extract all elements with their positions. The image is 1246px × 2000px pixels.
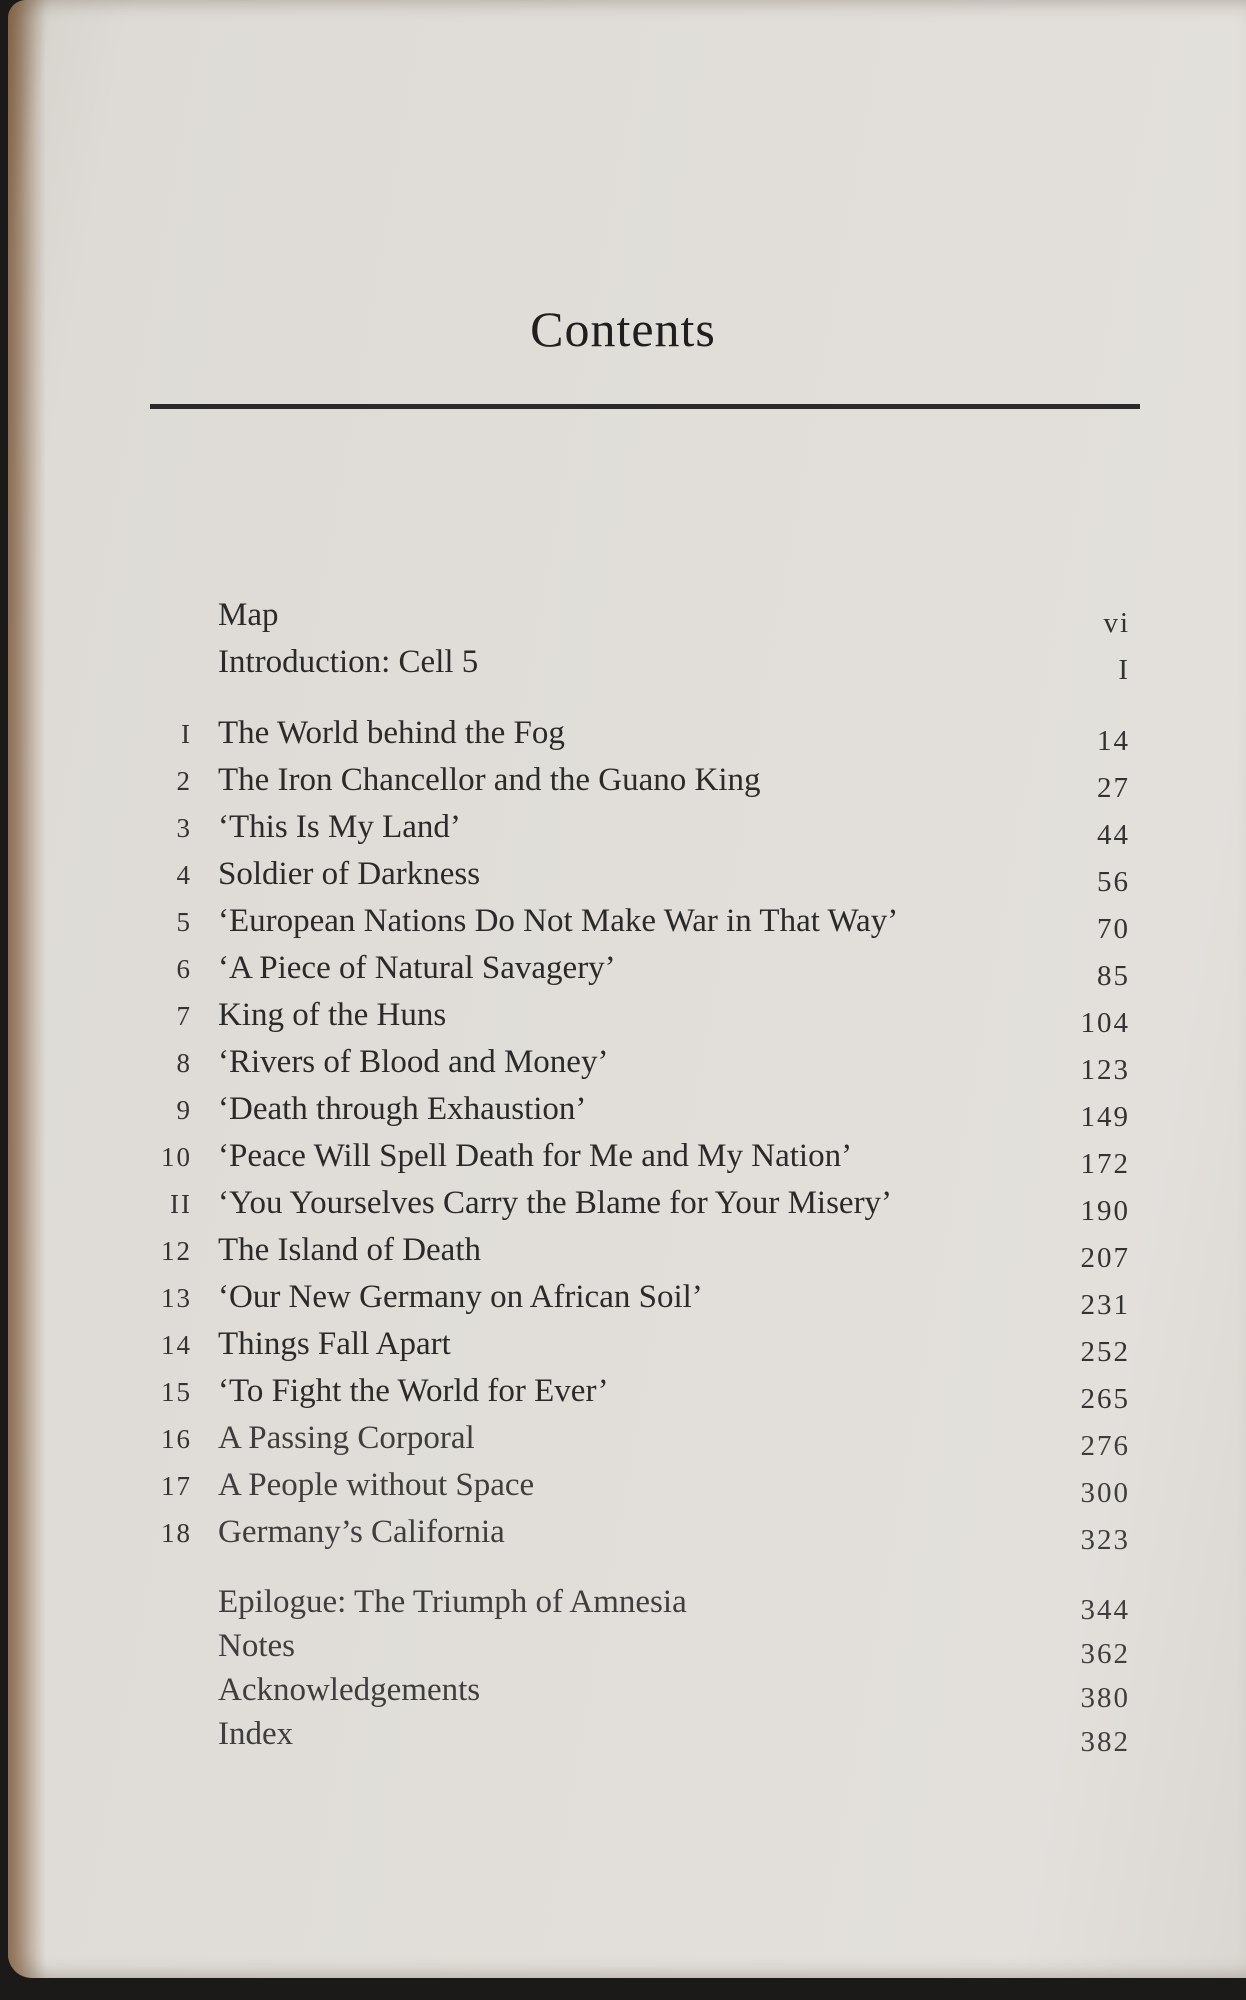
chapter-number: 3: [176, 813, 192, 843]
chapter-page: 207: [1080, 1242, 1130, 1274]
toc-chapter-row: [0, 1185, 1246, 1229]
toc-chapter-row: [0, 715, 1246, 759]
chapter-number: 13: [161, 1283, 192, 1313]
chapter-title: Germany’s California: [218, 1514, 505, 1550]
chapter-page: 44: [1097, 819, 1130, 851]
chapter-number: 8: [176, 1048, 192, 1078]
toc-entry-page: vi: [1103, 607, 1130, 639]
toc-entry-acknowledgements: [0, 1672, 1246, 1716]
chapter-page: 190: [1080, 1195, 1130, 1227]
chapter-number: 18: [161, 1518, 192, 1548]
chapter-page: 265: [1080, 1383, 1130, 1415]
chapter-page: 104: [1080, 1007, 1130, 1039]
toc-entry-page: 362: [1080, 1638, 1130, 1670]
toc-chapter-row: [0, 997, 1246, 1041]
chapter-page: 276: [1080, 1430, 1130, 1462]
chapter-title: Soldier of Darkness: [218, 856, 481, 892]
chapter-page: 231: [1080, 1289, 1130, 1321]
chapter-page: 149: [1080, 1101, 1130, 1133]
chapter-number: 14: [161, 1330, 192, 1360]
chapter-title: ‘Peace Will Spell Death for Me and My Nation’: [218, 1138, 853, 1174]
toc-entry-page: 344: [1080, 1594, 1130, 1626]
chapter-number: I: [181, 719, 192, 749]
toc-chapter-row: [0, 950, 1246, 994]
chapter-title: King of the Huns: [218, 997, 447, 1033]
toc-entry-notes: [0, 1628, 1246, 1672]
chapter-page: 252: [1080, 1336, 1130, 1368]
chapter-page: 27: [1097, 772, 1130, 804]
chapter-page: 172: [1080, 1148, 1130, 1180]
chapter-title: ‘Death through Exhaustion’: [218, 1091, 587, 1127]
chapter-number: 2: [176, 766, 192, 796]
chapter-number: 6: [176, 954, 192, 984]
chapter-page: 123: [1080, 1054, 1130, 1086]
chapter-page: 300: [1080, 1477, 1130, 1509]
toc-chapter-row: [0, 1091, 1246, 1135]
toc-chapter-row: [0, 903, 1246, 947]
toc-chapter-row: [0, 1044, 1246, 1088]
toc-entry-page: 382: [1080, 1726, 1130, 1758]
toc-entry-introduction: [0, 644, 1246, 688]
chapter-title: ‘A Piece of Natural Savagery’: [218, 950, 616, 986]
toc-chapter-row: [0, 856, 1246, 900]
toc-entry-label: Index: [218, 1716, 294, 1752]
toc-chapter-row: [0, 1279, 1246, 1323]
toc-chapter-row: [0, 1373, 1246, 1417]
title-rule: [150, 404, 1140, 409]
chapter-title: The Iron Chancellor and the Guano King: [218, 762, 761, 798]
chapter-page: 70: [1097, 913, 1130, 945]
chapter-title: ‘This Is My Land’: [218, 809, 461, 845]
toc-entry-label: Introduction: Cell 5: [218, 644, 479, 680]
chapter-page: 14: [1097, 725, 1130, 757]
chapter-number: 9: [176, 1095, 192, 1125]
chapter-number: 17: [161, 1471, 192, 1501]
toc-chapter-row: [0, 1420, 1246, 1464]
chapter-title: Things Fall Apart: [218, 1326, 451, 1362]
toc-entry-label: Epilogue: The Triumph of Amnesia: [218, 1584, 687, 1620]
chapter-title: The Island of Death: [218, 1232, 481, 1268]
toc-entry-page: 380: [1080, 1682, 1130, 1714]
toc-entry-label: Acknowledgements: [218, 1672, 481, 1708]
chapter-page: 56: [1097, 866, 1130, 898]
toc-chapter-row: [0, 809, 1246, 853]
chapter-title: ‘You Yourselves Carry the Blame for Your Misery’: [218, 1185, 893, 1221]
chapter-number: 12: [161, 1236, 192, 1266]
chapter-number: 16: [161, 1424, 192, 1454]
chapter-title: A Passing Corporal: [218, 1420, 475, 1456]
chapter-number: 7: [176, 1001, 192, 1031]
toc-entry-map: [0, 597, 1246, 641]
chapter-title: ‘To Fight the World for Ever’: [218, 1373, 609, 1409]
chapter-title: A People without Space: [218, 1467, 535, 1503]
chapter-page: 85: [1097, 960, 1130, 992]
chapter-number: 15: [161, 1377, 192, 1407]
toc-entry-label: Map: [218, 597, 279, 633]
toc-chapter-row: [0, 1232, 1246, 1276]
chapter-number: 5: [176, 907, 192, 937]
chapter-title: ‘Rivers of Blood and Money’: [218, 1044, 609, 1080]
toc-chapter-row: [0, 1326, 1246, 1370]
chapter-page: 323: [1080, 1524, 1130, 1556]
toc-chapter-row: [0, 1467, 1246, 1511]
chapter-title: ‘European Nations Do Not Make War in That Way’: [218, 903, 899, 939]
toc-chapter-row: [0, 1138, 1246, 1182]
toc-entry-index: [0, 1716, 1246, 1760]
toc-chapter-row: [0, 762, 1246, 806]
chapter-title: ‘Our New Germany on African Soil’: [218, 1279, 703, 1315]
toc-entry-label: Notes: [218, 1628, 295, 1664]
chapter-number: 10: [161, 1142, 192, 1172]
page-title: Contents: [530, 301, 716, 357]
toc-entry-page: I: [1118, 654, 1130, 686]
chapter-title: The World behind the Fog: [218, 715, 565, 751]
chapter-number: II: [170, 1189, 192, 1219]
toc-chapter-row: [0, 1514, 1246, 1558]
chapter-number: 4: [176, 860, 192, 890]
toc-entry-epilogue: [0, 1584, 1246, 1628]
